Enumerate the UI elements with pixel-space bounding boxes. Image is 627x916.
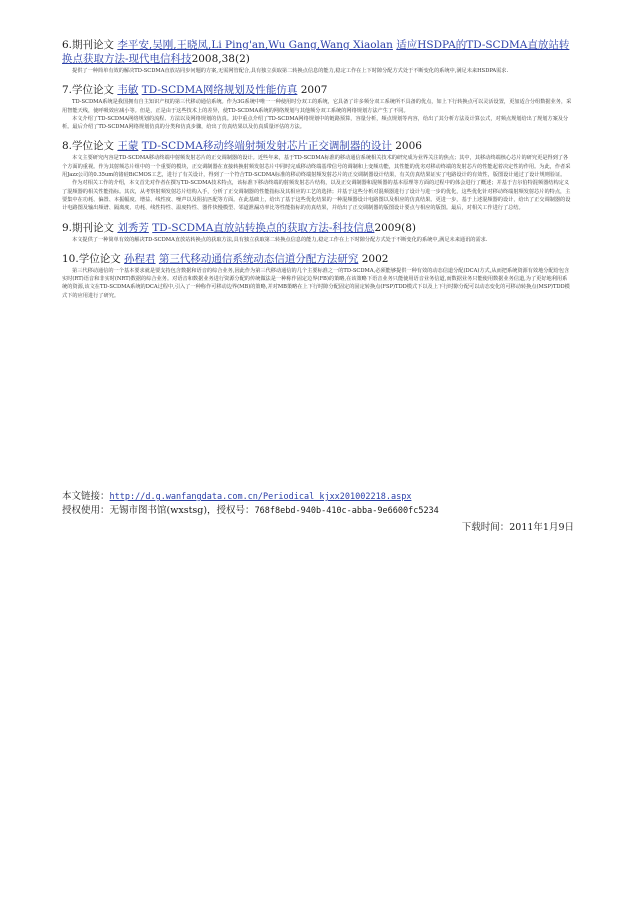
result-entry-8 <box>62 139 572 212</box>
entry-authors-link[interactable]: 韦敏 <box>117 84 139 97</box>
article-link-label: 本文链接： <box>62 491 110 502</box>
result-entry-6 <box>62 38 572 75</box>
authorization-line <box>62 504 574 518</box>
entry-abstract <box>62 236 572 244</box>
entry-abstract <box>62 154 572 212</box>
result-entry-7 <box>62 83 572 131</box>
abstract-paragraph: 第三代移动通信的一个基本要求就是要支持包含数据和语音的综合业务,因此作为第三代移动通信的几个主要标准之一的TD-SCDMA,必须能够提供一种有效的动态信道分配(DCA)方式,从而把系统资源有效地分配给包含实时(RT)语音和非实时(NRT)数据的综合业务。对语音和数据业务进行资源分配的传统做法是一种称作固定边界(FB)的策略,在该策略下语音业务只能使用语音业务信道,而数据业务只能使用数据业务信道,为了更好地利用系统的资源,该文在TD-SCDMA系统的DCA过程中,引入了一种称作可移动边界(MB)的策略,并对MB策略在上下行时隙分配固定的固定转换点(FSP)TDD模式下以及上下行时隙分配可以动态变化的可移动转换点(MSP)TDD模式下的应用进行了研究。 <box>62 267 570 299</box>
result-entry-10 <box>62 252 572 300</box>
abstract-paragraph: 提供了一种简单有效的解决TD-SCDMA直放站同步问题的方案,无需网管配合,具有独立获取第二转换点信息的能力,稳定工作在上下时隙分配方式处于不断变化的系统中,满足未来HSDPA需求. <box>72 68 509 74</box>
entry-year: 2008,38(2) <box>191 53 250 65</box>
entry-type: 期刊论文 <box>72 39 115 51</box>
entry-abstract <box>62 98 572 131</box>
article-link-line <box>62 490 574 504</box>
entry-title-link[interactable]: TD-SCDMA移动终端射频发射芯片正交调制器的设计 <box>141 140 392 153</box>
entry-type: 期刊论文 <box>72 221 115 234</box>
entry-heading <box>62 252 572 266</box>
entry-authors-link[interactable]: 王蒙 <box>117 140 139 153</box>
entry-number: 8. <box>62 140 73 153</box>
abstract-paragraph: 本文提供了一种简单有效的解决TD-SCDMA直放站转换点的获取方法,具有独立获取第二转换点信息的能力,稳定工作在上下时隙分配方式处于不断变化的系统中,满足未来通讯的需求. <box>72 236 488 243</box>
entry-title-link[interactable]: 第三代移动通信系统动态信道分配方法研究 <box>158 252 359 265</box>
entry-authors-link[interactable]: 孙程君 <box>124 252 156 265</box>
entry-year: 2007 <box>300 84 328 97</box>
abstract-paragraph: 作为对相关工作的介绍，本文首先对作者在撰写TD-SCDMA技术特点，该标准下移动终端的射频发射芯片结构，以及正交调制器和混频器的基本原理等方面的过程中的体会进行了概述；并基于吉尔伯特混频器结构定义了混频器的相关性能指标。其次，从考察射频发射芯片结构入手，分析了正交调制器的性能指标及其相应的工艺的选择；并基于这些分析对混频器进行了设计与进一步的优化，这些优化针对移动终端射频发射芯片的特点，主要集中在功耗、偏置、本振幅度、增益、线性度、噪声以及阻抗匹配等方面。在此基础上，给出了基于这些优化结果的一种混频器设计电路图以及相应的仿真结果。更进一步，基于上述混频器的设计，给出了正交调制器的设计电路图及输出频谱、隔离度、功耗、线性特性、温度特性、器件快慢模型、邻道泄漏功率比等性能指标的仿真结果，并给出了正交调制器的版图设计要点与相应的版图。最后，对相关工作进行了总结。 <box>62 180 571 212</box>
entry-year: 2006 <box>395 140 422 153</box>
entry-heading <box>62 221 572 235</box>
results-list <box>62 38 572 308</box>
entry-authors-link[interactable]: 刘秀芳 <box>117 221 149 234</box>
entry-source-link[interactable]: -现代电信科技 <box>125 53 192 65</box>
entry-year: 2002 <box>361 252 389 265</box>
entry-type: 学位论文 <box>78 252 121 265</box>
entry-type: 学位论文 <box>72 84 115 97</box>
entry-number: 6. <box>62 39 73 51</box>
authorization-code: 768f8ebd-940b-410c-abba-9e6600fc5234 <box>254 506 439 516</box>
download-time: 下载时间：2011年1月9日 <box>461 522 574 533</box>
abstract-paragraph: TD-SCDMA系统是我国拥有自主知识产权的第三代移动通信系统。作为3G系统中唯一一种使用时分双工的系统，它具备了许多频分双工系统所不具备的优点，如上下行转换点可以灵活设置，更加适合分组数据业务，采用智能天线，使呼吸效应减小等。但是，正是由于这些技术上的差异，使TD-SCDMA系统的网络规划与其他频分双工系统的网络规划方法产生了不同。 <box>62 99 572 114</box>
entry-type: 学位论文 <box>72 140 115 153</box>
entry-number: 7. <box>62 84 73 97</box>
result-entry-9 <box>62 221 572 244</box>
entry-heading <box>62 38 572 66</box>
article-link-url[interactable]: http://d.g.wanfangdata.com.cn/Periodical_kjxx201002218.aspx <box>109 492 412 502</box>
entry-abstract <box>62 267 572 300</box>
entry-heading <box>62 83 572 97</box>
authorization-label: 授权使用：无锡市图书馆(wxstsg)，授权号： <box>62 505 255 516</box>
entry-title-link[interactable]: 适应HSDPA的TD-SCDMA直放站转换点获取方法 <box>62 39 570 65</box>
abstract-paragraph: 本文主要研究内容是TD-SCDMA移动终端中射频发射芯片的正交调制器的设计。近些年来，基于TD-SCDMA标准的移动通信系统相关技术的研究成为业界关注的焦点；其中，其移动终端核心芯片的研究更是得到了各个方面的重视。作为其射频芯片组中的一个重要的模块，正交调制器在直接转换射频发射芯片中同时完成移动终端基带信号的调制和上变频功能，其性能的优劣对移动终端的发射芯片的性能起着决定性的作用。为此，作者采用Jazz公司的0.35um的锗硅BiCMOS工艺，进行了有关设计，得到了一个符合TD-SCDMA标准的移动终端射频发射芯片的正交调制器设计结果，有关仿真结果证实了电路设计的有效性，版图设计通过了设计规则验证。 <box>62 155 571 179</box>
entry-source-link[interactable]: -科技信息 <box>328 221 375 234</box>
entry-title-link[interactable]: TD-SCDMA直放站转换点的获取方法 <box>152 221 329 234</box>
entry-heading <box>62 139 572 153</box>
document-footer <box>62 490 574 518</box>
entry-abstract <box>62 67 572 75</box>
entry-title-link[interactable]: TD-SCDMA网络规划及性能仿真 <box>141 84 298 97</box>
abstract-paragraph: 本文介绍了TD-SCDMA网络规划的流程、方法以及网络规划的仿真。其中重点介绍了TD-SCDMA网络规划中的链路预算，容量分析，频点规划等内容，给出了其分析方法及计算公式，对频点规划给出了规划方案及分析。最后介绍了TD-SCDMA网络规划仿真的分类和仿真步骤，给出了仿真结果以及仿真质量评估的方法。 <box>62 115 569 131</box>
entry-number: 9. <box>62 221 73 234</box>
entry-authors-link[interactable]: 李平安,吴刚,王晓凤,Li Ping'an,Wu Gang,Wang Xiaolan <box>117 39 393 51</box>
entry-number: 10. <box>62 252 79 265</box>
entry-year: 2009(8) <box>374 221 417 234</box>
